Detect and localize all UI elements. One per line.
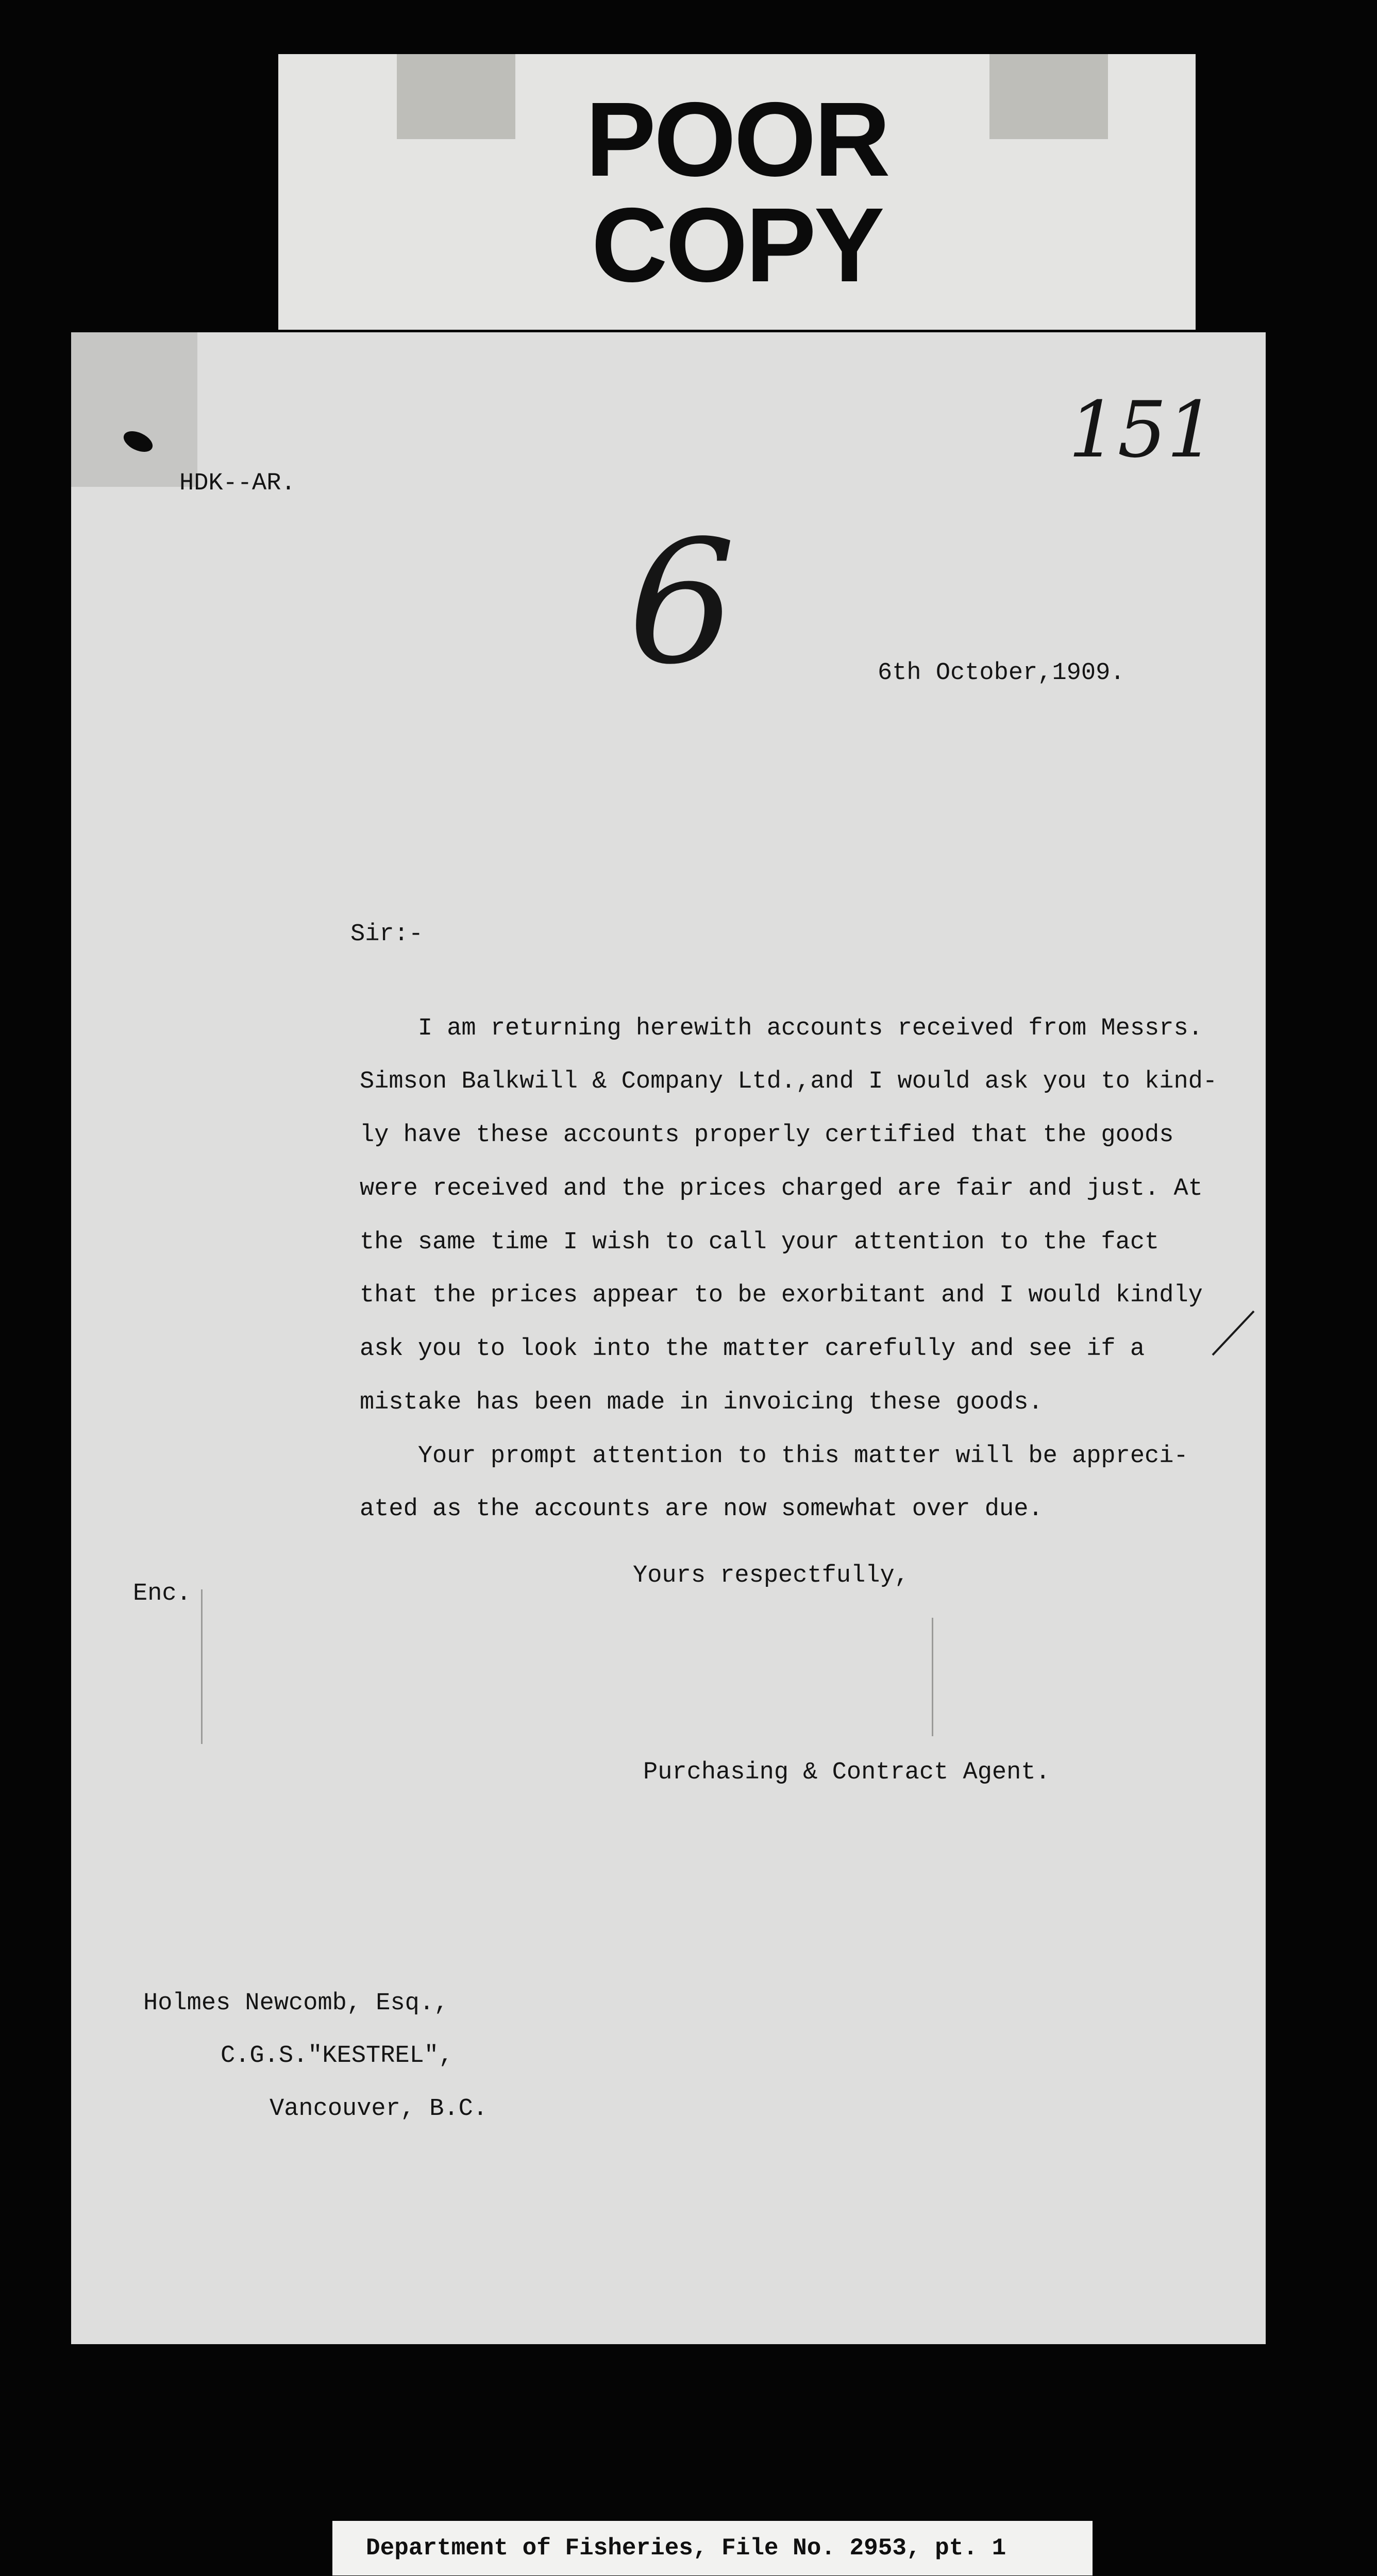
reference-initials: HDK--AR. [179,470,296,497]
letter-date: 6th October,1909. [878,659,1125,687]
poor-copy-stamp [278,54,1196,330]
handwritten-mark: 6 [628,504,736,702]
folio-number: 151 [1068,385,1216,475]
body-line: the same time I wish to call your attention to the fact [360,1229,1160,1256]
body-line: ask you to look into the matter carefully and see if a [360,1335,1145,1363]
body-line: Your prompt attention to this matter will be appreci- [360,1443,1188,1470]
tape-strip [397,54,515,139]
pencil-tick-mark [1210,1306,1256,1358]
poor-copy-line-1: POOR [585,80,888,198]
file-reference-text: Department of Fisheries, File No. 2953, pt. 1 [366,2535,1006,2562]
address-line-vessel: C.G.S."KESTREL", [221,2042,454,2070]
body-line: mistake has been made in invoicing these goods. [360,1389,1043,1416]
address-line-city: Vancouver, B.C. [270,2095,488,2123]
signature-title: Purchasing & Contract Agent. [643,1759,1050,1786]
body-line: I am returning herewith accounts received from Messrs. [360,1015,1203,1042]
salutation: Sir:- [350,921,424,948]
poor-copy-line-2: COPY [591,185,883,304]
body-line: were received and the prices charged are fair and just. At [360,1175,1203,1202]
address-line-name: Holmes Newcomb, Esq., [143,1990,449,2017]
body-line: ly have these accounts properly certified that the goods [360,1122,1174,1149]
body-line: Simson Balkwill & Company Ltd.,and I would ask you to kind- [360,1068,1218,1095]
crease-line [201,1589,203,1744]
body-line: that the prices appear to be exorbitant and I would kindly [360,1282,1203,1309]
scan-shadow [71,332,197,487]
tape-strip [989,54,1108,139]
letter-sheet [71,332,1266,2344]
body-line: ated as the accounts are now somewhat over due. [360,1496,1043,1523]
closing: Yours respectfully, [633,1562,909,1589]
enclosure-note: Enc. [133,1580,191,1607]
file-reference-label [332,2521,1093,2575]
crease-line [932,1618,933,1736]
